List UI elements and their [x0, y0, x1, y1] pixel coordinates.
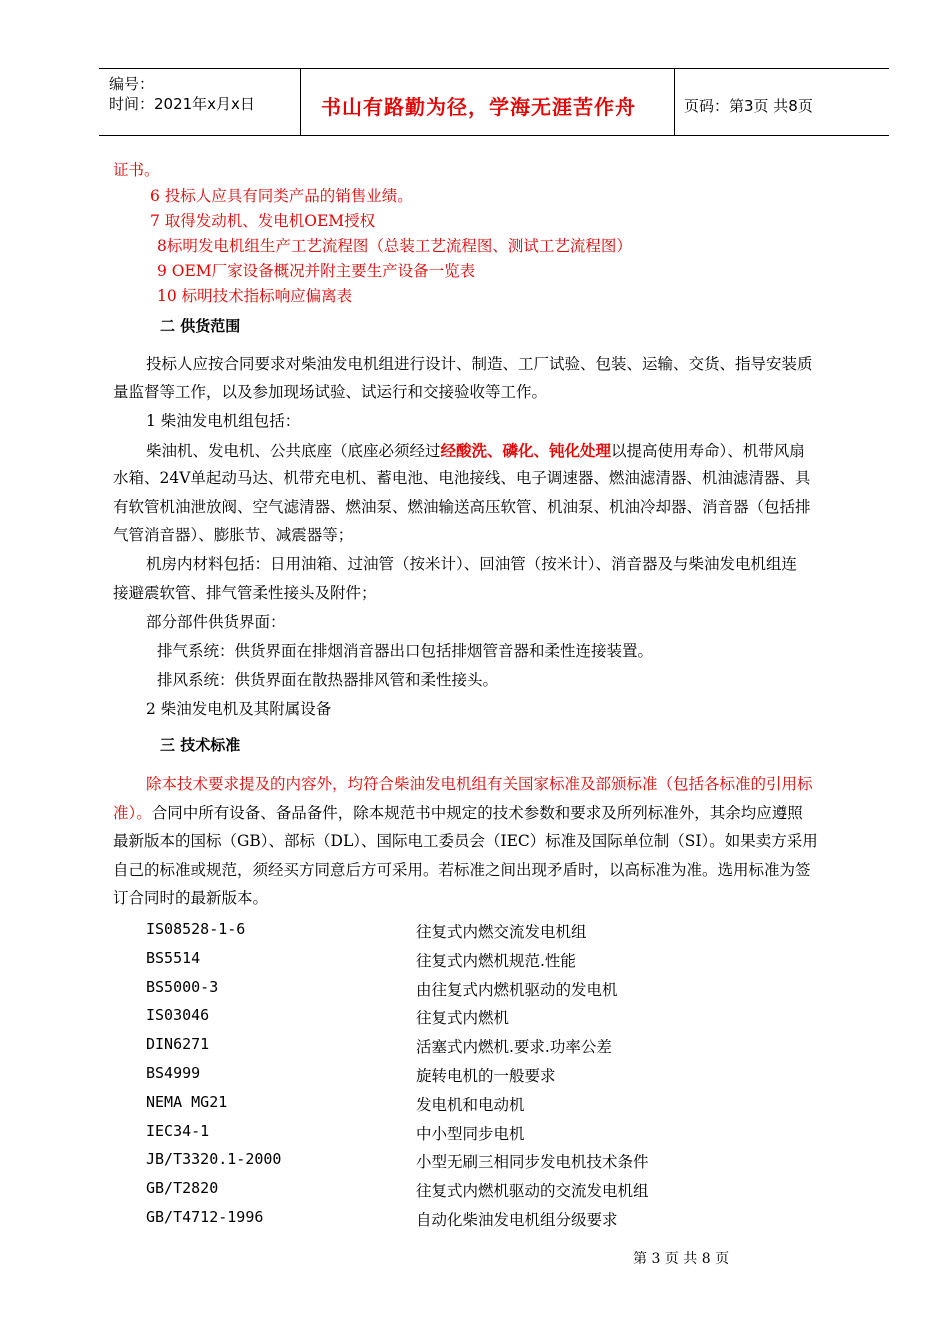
paragraph-7-line-2 — [113, 806, 803, 822]
standard-desc: 发电机和电动机 — [416, 1096, 525, 1114]
doc-time-label: 时间：2021年x月x日 — [109, 95, 255, 113]
header-page-cell — [675, 69, 889, 135]
section-2-title: 二 供货范围 — [160, 317, 241, 335]
page-header — [99, 68, 889, 136]
standard-desc: 小型无刷三相同步发电机技术条件 — [416, 1153, 649, 1171]
section-3-title: 三 技术标准 — [160, 736, 241, 754]
standard-desc: 往复式内燃机驱动的交流发电机组 — [416, 1182, 649, 1200]
standard-desc: 往复式内燃交流发电机组 — [416, 923, 587, 941]
header-motto: 书山有路勤为径，学海无涯苦作舟 — [321, 95, 636, 119]
standard-code: IS08528-1-6 — [146, 920, 246, 938]
standard-code: IEC34-1 — [146, 1122, 210, 1140]
header-meta-cell — [99, 69, 301, 135]
standard-code: BS5000-3 — [146, 978, 219, 996]
header-page-label: 页码：第3页 共8页 — [684, 97, 813, 115]
standard-desc: 往复式内燃机 — [416, 1009, 510, 1027]
page-footer: 第 3 页 共 8 页 — [633, 1251, 730, 1267]
list-item-6: 6 投标人应具有同类产品的销售业绩。 — [150, 187, 413, 205]
standard-code: GB/T4712-1996 — [146, 1208, 264, 1226]
standard-code: BS4999 — [146, 1064, 201, 1082]
standard-code: NEMA MG21 — [146, 1093, 228, 1111]
paragraph-2-text-c: 以提高使用寿命）、机带风扇 — [611, 442, 805, 460]
paragraph-1-line-2: 量监督等工作，以及参加现场试验、试运行和交接验收等工作。 — [113, 383, 548, 401]
list-item-7: 7 取得发动机、发电机OEM授权 — [150, 212, 376, 230]
paragraph-2-line-3: 有软管机油泄放阀、空气滤清器、燃油泵、燃油输送高压软管、机油泵、机油冷却器、消音器（包括排 — [113, 498, 811, 516]
standard-desc: 往复式内燃机规范.性能 — [416, 952, 576, 970]
paragraph-7-line-5: 订合同时的最新版本。 — [113, 889, 269, 907]
paragraph-2-highlight: 经酸洗、磷化、钝化处理 — [440, 441, 612, 460]
standard-desc: 由往复式内燃机驱动的发电机 — [416, 981, 618, 999]
doc-number-label: 编号： — [109, 75, 155, 93]
paragraph-3-line-1: 机房内材料包括：日用油箱、过油管（按米计）、回油管（按米计）、消音器及与柴油发电机组连 — [146, 555, 798, 573]
paragraph-7-line-3: 最新版本的国标（GB）、部标（DL）、国际电工委员会（IEC）标准及国际单位制（SI）。如果卖方采用 — [113, 832, 818, 850]
paragraph-6: 排风系统：供货界面在散热器排风管和柔性接头。 — [157, 671, 499, 689]
paragraph-7-line-4: 自己的标准或规范，须经买方同意后方可采用。若标准之间出现矛盾时，以高标准为准。选用标准为签 — [113, 861, 811, 879]
standard-desc: 中小型同步电机 — [416, 1125, 525, 1143]
standard-desc: 自动化柴油发电机组分级要求 — [416, 1211, 618, 1229]
paragraph-7-line-1: 除本技术要求提及的内容外，均符合柴油发电机组有关国家标准及部颁标准（包括各标准的引用标 — [146, 775, 813, 793]
standard-code: DIN6271 — [146, 1035, 210, 1053]
standard-code: BS5514 — [146, 949, 201, 967]
list-item-10: 10 标明技术指标响应偏离表 — [157, 287, 353, 305]
paragraph-5: 排气系统：供货界面在排烟消音器出口包括排烟管音器和柔性连接装置。 — [157, 642, 654, 660]
paragraph-2-line-2: 水箱、24V单起动马达、机带充电机、蓄电池、电池接线、电子调速器、燃油滤清器、机油滤清器、具 — [113, 469, 811, 487]
standard-code: JB/T3320.1-2000 — [146, 1150, 282, 1168]
paragraph-4: 部分部件供货界面： — [146, 613, 286, 631]
paragraph-7-red-end: 准）。 — [113, 804, 152, 822]
paragraph-2-line-4: 气管消音器）、膨胀节、减震器等； — [113, 526, 354, 544]
standard-code: GB/T2820 — [146, 1179, 219, 1197]
paragraph-2-line-1 — [146, 443, 805, 460]
paragraph-3-line-2: 接避震软管、排气管柔性接头及附件； — [113, 584, 377, 602]
subsection-1-title: 1 柴油发电机组包括： — [146, 412, 301, 430]
list-item-8: 8标明发电机组生产工艺流程图（总装工艺流程图、测试工艺流程图） — [157, 237, 632, 255]
continued-text: 证书。 — [113, 161, 160, 179]
standard-code: IS03046 — [146, 1006, 210, 1024]
standard-desc: 活塞式内燃机.要求.功率公差 — [416, 1038, 612, 1056]
paragraph-1-line-1: 投标人应按合同要求对柴油发电机组进行设计、制造、工厂试验、包装、运输、交货、指导安装质 — [146, 355, 813, 373]
header-motto-cell — [301, 69, 675, 135]
standard-desc: 旋转电机的一般要求 — [416, 1067, 556, 1085]
paragraph-2-text-a: 柴油机、发电机、公共底座（底座必须经过 — [146, 442, 441, 460]
paragraph-7-text: 合同中所有设备、备品备件，除本规范书中规定的技术参数和要求及所列标准外，其余均应遵照 — [151, 804, 803, 822]
subsection-2-title: 2 柴油发电机及其附属设备 — [146, 700, 332, 718]
list-item-9: 9 OEM厂家设备概况并附主要生产设备一览表 — [157, 262, 476, 280]
